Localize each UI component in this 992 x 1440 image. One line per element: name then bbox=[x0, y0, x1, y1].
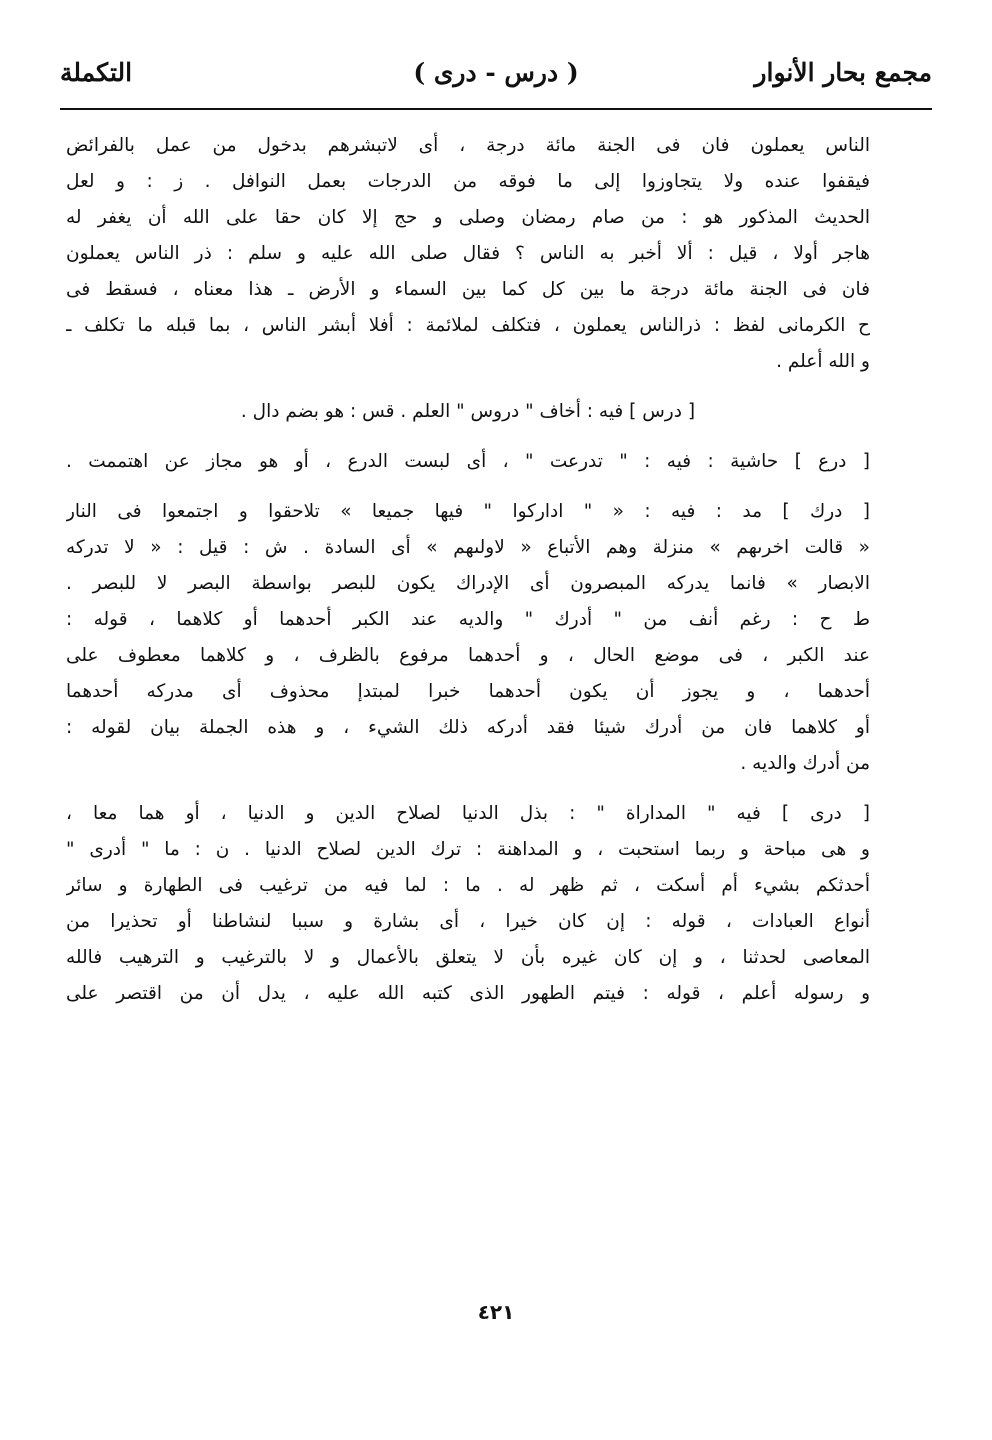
text-line: أنواع العبادات ، قوله : إن كان خيرا ، أى بشارة و سببا لنشاطنا أو تحذيرا من bbox=[66, 911, 870, 932]
text-line: الحديث المذكور هو : من صام رمضان وصلى و حج إلا كان حقا على الله أن يغفر له bbox=[66, 207, 870, 228]
paragraph-dark-continued bbox=[66, 530, 870, 782]
page-header bbox=[60, 58, 932, 98]
text-line: الناس يعملون فان فى الجنة مائة درجة ، أى لاتبشرهم بدخول من عمل بالفرائض bbox=[66, 135, 870, 156]
text-line: فيقفوا عنده ولا يتجاوزوا إلى ما فوقه من الدرجات بعمل النوافل . ز : و لعل bbox=[66, 171, 870, 192]
text-line: [ درع ] حاشية : فيه : " تدرعت " ، أى لبست الدرع ، أو هو مجاز عن اهتممت . bbox=[66, 451, 870, 472]
entry-dars bbox=[66, 394, 870, 430]
section-title: ( درس - درى ) bbox=[413, 58, 579, 87]
entry-dar bbox=[66, 444, 870, 480]
text-line: المعاصى لحدثنا ، و إن كان غيره بأن لا يتعلق بالأعمال و لا بالترغيب و الترهيب فالله bbox=[66, 947, 870, 968]
text-line: [ درس ] فيه : أخاف " دروس " العلم . قس : هو بضم دال . bbox=[240, 401, 696, 422]
text-line: الابصار » فانما يدركه المبصرون أى الإدراك يكون للبصر بواسطة البصر لا للبصر . bbox=[66, 573, 870, 594]
text-line: أحدثكم بشيء أم أسكت ، ثم ظهر له . ما : لما فيه من ترغيب فى الطهارة و سائر bbox=[66, 875, 870, 896]
text-line: ح الكرمانى لفظ : ذرالناس يعملون ، فتكلف لملائمة : أفلا أبشر الناس ، بما قبله ما تكلف ـ bbox=[66, 315, 870, 336]
text-line: « قالت اخرىهم » منزلة وهم الأتباع « لاولىهم » أى السادة . ش : قيل : « لا تدركه bbox=[66, 537, 870, 558]
text-line: أحدهما ، و يجوز أن يكون أحدهما خبرا لمبتدإ محذوف أى مدركه أحدهما bbox=[66, 681, 870, 702]
page-body bbox=[66, 128, 870, 1012]
page-number: ٤٢١ bbox=[477, 1300, 515, 1324]
text-line: أو كلاهما فان من أدرك شيئا فقد أدركه ذلك الشيء ، و هذه الجملة بيان لقوله : bbox=[66, 717, 870, 738]
text-line: من أدرك والديه . bbox=[740, 753, 870, 774]
text-line: عند الكبر ، فى موضع الحال ، و أحدهما مرفوع بالظرف ، و كلاهما معطوف على bbox=[66, 645, 870, 666]
text-line: و رسوله أعلم ، قوله : فيتم الطهور الذى كتبه الله عليه ، يدل أن من اقتصر على bbox=[66, 983, 870, 1004]
text-line: و الله أعلم . bbox=[776, 351, 870, 372]
paragraph-1 bbox=[66, 128, 870, 380]
text-line: [ درى ] فيه " المداراة " : بذل الدنيا لصلاح الدين و الدنيا ، أو هما معا ، bbox=[66, 803, 870, 824]
text-line: [ درك ] مد : فيه : « " اداركوا " فيها جميعا » تلاحقوا و اجتمعوا فى النار bbox=[66, 501, 870, 522]
text-line: هاجر أولا ، قيل : ألا أخبر به الناس ؟ فقال صلى الله عليه و سلم : ذر الناس يعملون bbox=[66, 243, 870, 264]
text-line: و هى مباحة و ربما استحبت ، و المداهنة : ترك الدين لصلاح الدنيا . ن : ما " أدرى " bbox=[66, 839, 870, 860]
book-title: مجمع بحار الأنوار bbox=[754, 58, 932, 87]
header-rule bbox=[60, 108, 932, 110]
volume-label: التكملة bbox=[60, 58, 133, 87]
entry-dark bbox=[66, 494, 870, 530]
text-line: فان فى الجنة مائة درجة ما بين كل كما بين السماء و الأرض ـ هذا معناه ، فسقط فى bbox=[66, 279, 870, 300]
text-line: ط ح : رغم أنف من " أدرك " والديه عند الكبر أحدهما أو كلاهما ، قوله : bbox=[66, 609, 870, 630]
entry-dara bbox=[66, 796, 870, 1012]
